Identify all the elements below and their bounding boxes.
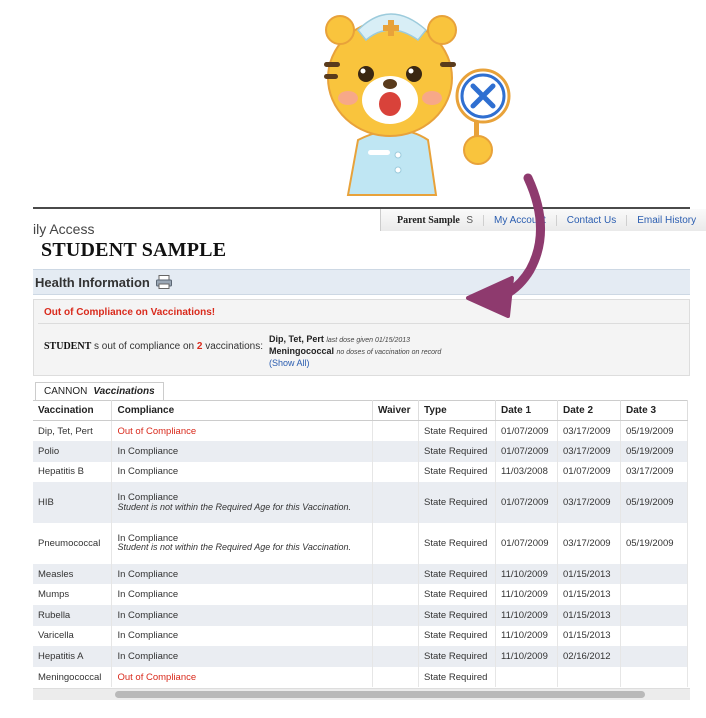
alert-item-name: Dip, Tet, Pert <box>269 334 324 344</box>
cell-waiver <box>373 462 419 483</box>
alert-title: Out of Compliance on Vaccinations! <box>44 307 216 318</box>
curved-arrow-icon <box>460 170 580 320</box>
alert-item-name: Meningococcal <box>269 346 335 356</box>
tiger-mascot-illustration <box>318 0 518 195</box>
vaccination-rows <box>33 421 688 688</box>
table-row <box>33 667 688 688</box>
cell-date-3 <box>620 564 687 585</box>
compliance-status: In Compliance <box>117 589 179 601</box>
cell-date-2: 02/16/2012 <box>558 646 621 667</box>
scrollbar-thumb[interactable] <box>115 691 645 698</box>
cell-date-3 <box>620 626 687 647</box>
col-waiver: Waiver <box>373 401 419 421</box>
cell-type: State Required <box>419 523 496 564</box>
table-row <box>33 462 688 483</box>
cell-vaccination: Dip, Tet, Pert <box>33 421 112 442</box>
cell-type: State Required <box>419 482 496 523</box>
cell-waiver <box>373 482 419 523</box>
compliance-status: In Compliance <box>117 532 179 544</box>
cell-compliance <box>112 564 373 585</box>
health-information-header <box>33 269 690 295</box>
cell-waiver <box>373 646 419 667</box>
cell-compliance <box>112 626 373 647</box>
cell-compliance <box>112 646 373 667</box>
horizontal-scrollbar[interactable] <box>33 688 690 700</box>
cell-vaccination: Mumps <box>33 584 112 605</box>
parent-label: Parent Sample <box>397 214 460 226</box>
compliance-status: In Compliance <box>117 651 179 663</box>
col-date-3: Date 3 <box>620 401 687 421</box>
table-row <box>33 421 688 442</box>
col-vaccination: Vaccination <box>33 401 112 421</box>
cell-waiver <box>373 667 419 688</box>
cell-date-3: 05/19/2009 <box>620 482 687 523</box>
compliance-status: Out of Compliance <box>117 671 197 683</box>
cell-date-2: 01/15/2013 <box>558 626 621 647</box>
compliance-status: In Compliance <box>117 466 179 478</box>
alert-divider <box>38 323 689 324</box>
compliance-status: In Compliance <box>117 609 179 621</box>
alert-item-note: no doses of vaccination on record <box>336 349 442 356</box>
app-title: ily Access <box>33 221 95 237</box>
compliance-status: In Compliance <box>117 630 179 642</box>
printer-icon[interactable] <box>156 275 172 289</box>
alert-item <box>269 334 441 346</box>
student-name-heading: STUDENT SAMPLE <box>41 239 227 261</box>
tab-vaccinations[interactable] <box>35 382 164 400</box>
cell-compliance <box>112 441 373 462</box>
col-compliance: Compliance <box>112 401 373 421</box>
compliance-note: Student is not within the Required Age for this Vaccination. <box>117 542 351 553</box>
cell-date-2 <box>558 667 621 688</box>
cell-waiver <box>373 564 419 585</box>
health-information-title: Health Information <box>35 274 150 290</box>
my-account-link[interactable]: My Account <box>483 215 556 226</box>
table-row <box>33 523 688 564</box>
cell-date-1: 11/10/2009 <box>496 584 558 605</box>
cell-compliance <box>112 462 373 483</box>
cell-date-2: 01/15/2013 <box>558 564 621 585</box>
vaccination-table <box>33 400 688 687</box>
tab-school: CANNON <box>44 386 88 397</box>
compliance-alert <box>33 299 690 376</box>
cell-date-3: 05/19/2009 <box>620 421 687 442</box>
alert-item <box>269 346 441 358</box>
cell-vaccination: Measles <box>33 564 112 585</box>
cell-date-3: 03/17/2009 <box>620 462 687 483</box>
cell-type: State Required <box>419 441 496 462</box>
cell-waiver <box>373 441 419 462</box>
show-all-link[interactable]: (Show All) <box>269 358 310 368</box>
cell-compliance <box>112 482 373 523</box>
alert-sentence-mid: s out of compliance on <box>94 341 195 352</box>
table-row <box>33 584 688 605</box>
cell-date-3: 05/19/2009 <box>620 441 687 462</box>
compliance-status: In Compliance <box>117 445 179 457</box>
table-row <box>33 646 688 667</box>
cell-type: State Required <box>419 605 496 626</box>
cell-type: State Required <box>419 667 496 688</box>
cell-date-3: 05/19/2009 <box>620 523 687 564</box>
compliance-note: Student is not within the Required Age for this Vaccination. <box>117 501 351 512</box>
tab-label: Vaccinations <box>93 386 155 397</box>
cell-type: State Required <box>419 462 496 483</box>
cell-date-3 <box>620 584 687 605</box>
cell-date-2: 01/07/2009 <box>558 462 621 483</box>
cell-vaccination: Varicella <box>33 626 112 647</box>
cell-type: State Required <box>419 584 496 605</box>
family-access-window <box>33 207 697 718</box>
cell-date-1: 11/10/2009 <box>496 564 558 585</box>
compliance-status: Out of Compliance <box>117 425 197 437</box>
cell-date-2: 03/17/2009 <box>558 441 621 462</box>
cell-compliance <box>112 605 373 626</box>
cell-vaccination: Pneumococcal <box>33 523 112 564</box>
cell-vaccination: HIB <box>33 482 112 523</box>
col-date-1: Date 1 <box>496 401 558 421</box>
cell-date-1: 01/07/2009 <box>496 523 558 564</box>
cell-date-1 <box>496 667 558 688</box>
cell-waiver <box>373 584 419 605</box>
cell-date-3 <box>620 667 687 688</box>
alert-sentence-end: vaccinations: <box>205 341 264 352</box>
cell-date-2: 03/17/2009 <box>558 482 621 523</box>
alert-vaccine-list <box>269 334 441 368</box>
cell-waiver <box>373 605 419 626</box>
cell-compliance <box>112 584 373 605</box>
cell-date-2: 03/17/2009 <box>558 523 621 564</box>
cell-compliance <box>112 421 373 442</box>
cell-type: State Required <box>419 646 496 667</box>
cell-date-1: 01/07/2009 <box>496 441 558 462</box>
alert-sentence <box>44 341 263 352</box>
compliance-status: In Compliance <box>117 568 179 580</box>
cell-waiver <box>373 523 419 564</box>
cell-date-1: 11/10/2009 <box>496 605 558 626</box>
alert-student-label: STUDENT <box>44 341 92 352</box>
table-row <box>33 564 688 585</box>
cell-date-2: 01/15/2013 <box>558 605 621 626</box>
email-history-link[interactable]: Email History <box>626 215 706 226</box>
compliance-status: In Compliance <box>117 492 179 504</box>
table-row <box>33 605 688 626</box>
table-row <box>33 441 688 462</box>
table-row <box>33 482 688 523</box>
cell-vaccination: Meningococcal <box>33 667 112 688</box>
cell-date-1: 11/10/2009 <box>496 626 558 647</box>
cell-vaccination: Polio <box>33 441 112 462</box>
cell-vaccination: Hepatitis A <box>33 646 112 667</box>
cell-date-1: 01/07/2009 <box>496 482 558 523</box>
cell-compliance <box>112 667 373 688</box>
cell-date-1: 11/03/2008 <box>496 462 558 483</box>
cell-vaccination: Rubella <box>33 605 112 626</box>
col-date-2: Date 2 <box>558 401 621 421</box>
cell-vaccination: Hepatitis B <box>33 462 112 483</box>
cell-type: State Required <box>419 564 496 585</box>
contact-us-link[interactable]: Contact Us <box>556 215 626 226</box>
cell-type: State Required <box>419 421 496 442</box>
parent-suffix: S <box>466 214 474 226</box>
alert-item-note: last dose given 01/15/2013 <box>326 337 411 344</box>
cell-type: State Required <box>419 626 496 647</box>
cell-waiver <box>373 626 419 647</box>
cell-date-1: 01/07/2009 <box>496 421 558 442</box>
col-type: Type <box>419 401 496 421</box>
cell-compliance <box>112 523 373 564</box>
cell-date-3 <box>620 605 687 626</box>
cell-waiver <box>373 421 419 442</box>
table-row <box>33 626 688 647</box>
cell-date-2: 03/17/2009 <box>558 421 621 442</box>
cell-date-2: 01/15/2013 <box>558 584 621 605</box>
alert-count: 2 <box>196 341 203 352</box>
cell-date-1: 11/10/2009 <box>496 646 558 667</box>
cell-date-3 <box>620 646 687 667</box>
